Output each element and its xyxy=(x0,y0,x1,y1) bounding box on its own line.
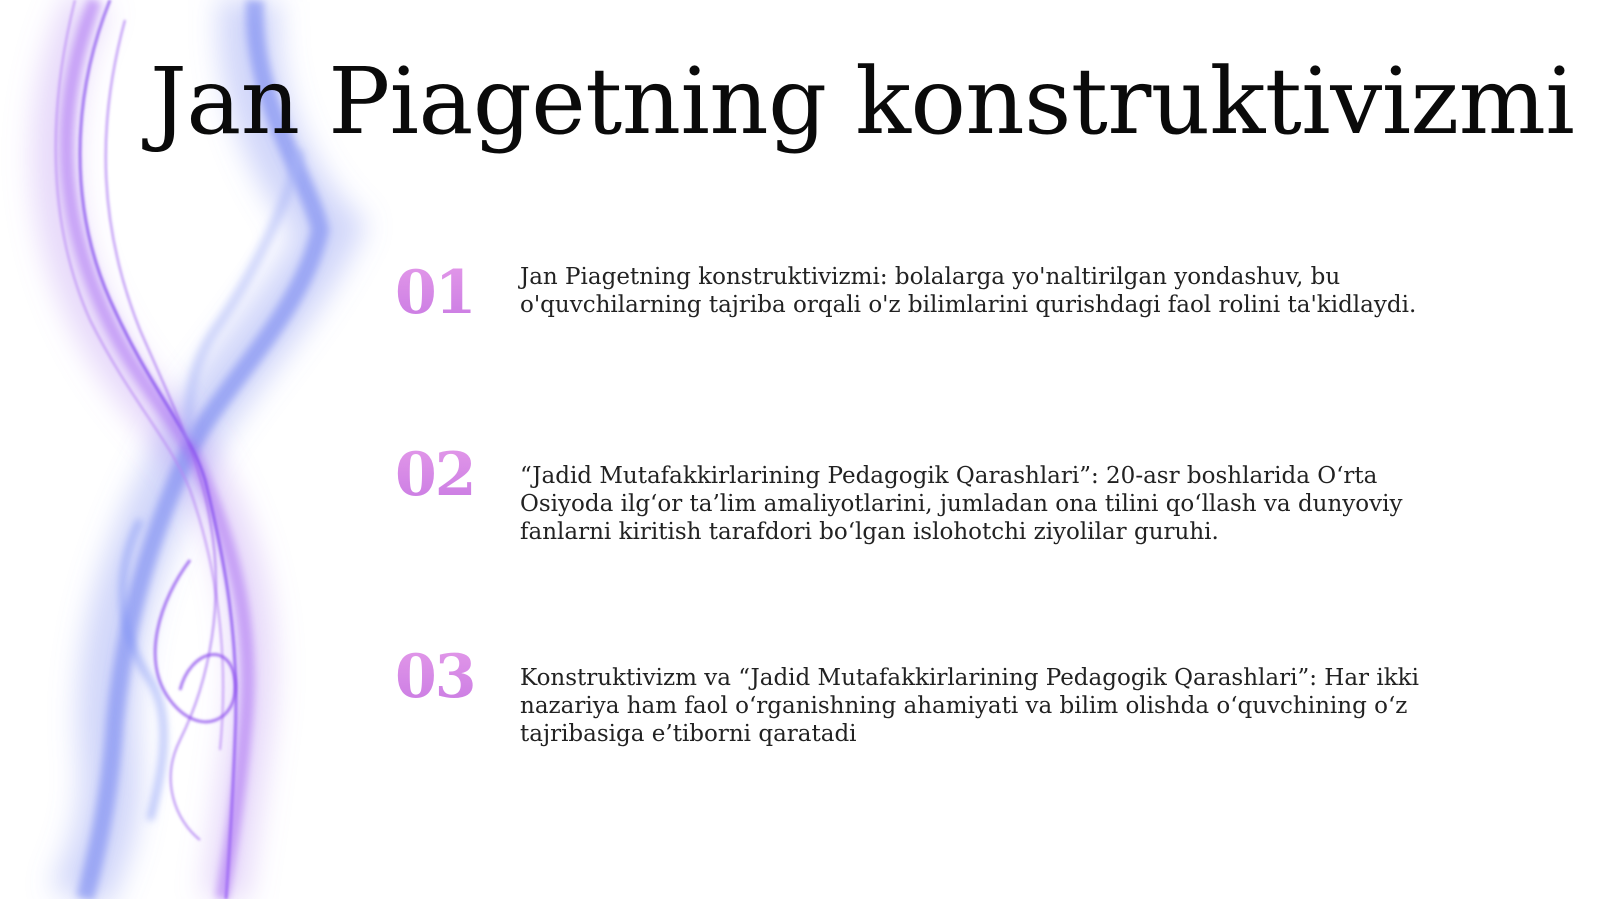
item-text: “Jadid Mutafakkirlarining Pedagogik Qarashlari”: 20-asr boshlarida O‘rta Osiyoda ilg‘or ta’lim amaliyotlarini, jumladan ona tilini qo‘llash va dunyoviy fanlarni kiritish tarafdori bo‘lgan islohotchi ziyolilar guruhi. xyxy=(520,463,1403,545)
slide-title: Jan Piagetning konstruktivizmi xyxy=(150,48,1575,155)
item-number: 01 xyxy=(395,258,495,328)
item-number: 03 xyxy=(395,642,495,712)
item-text: Jan Piagetning konstruktivizmi: bolalarga yo'naltirilgan yondashuv, bu o'quvchilarning tajriba orqali o'z bilimlarini qurishdagi faol rolini ta'kidlaydi. xyxy=(520,264,1417,318)
item-text: Konstruktivizm va “Jadid Mutafakkirlarining Pedagogik Qarashlari”: Har ikki nazariya ham faol o‘rganishning ahamiyati va bilim olishda o‘quvchining o‘z tajribasiga e’tiborni qaratadi xyxy=(520,665,1419,747)
item-number: 02 xyxy=(395,440,495,510)
